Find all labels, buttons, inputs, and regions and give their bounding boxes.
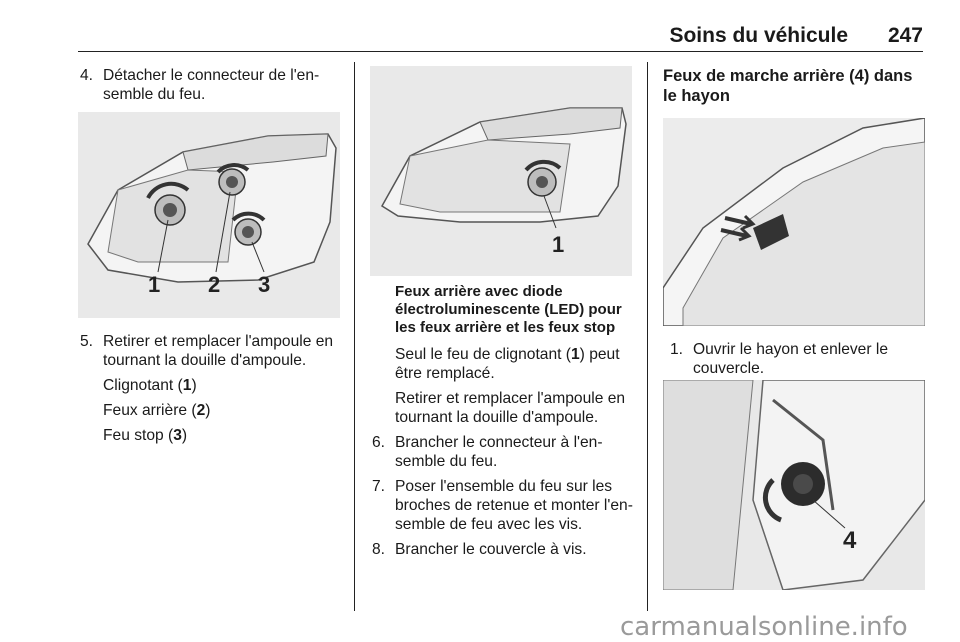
callout-2: 2 <box>208 272 221 297</box>
led-lamp-illustration <box>370 66 632 276</box>
watermark: carmanualsonline.info <box>620 612 908 642</box>
section-title: Soins du véhicule <box>669 24 848 47</box>
callout-4: 4 <box>843 527 857 554</box>
rear-lamp-illustration <box>78 112 340 318</box>
step-text: Retirer et remplacer l'ampoule en tournant la douille d'ampoule. <box>103 333 334 369</box>
led-subheading: Feux arrière avec diode électroluminescente (LED) pour les feux arrière et les feux stop <box>395 283 622 336</box>
step-text: Poser l'ensemble du feu sur les broches de retenue et monter l'en-semble de feu avec les vis. <box>395 478 633 533</box>
column-2 <box>372 283 634 565</box>
reverse-bulb-illustration <box>663 380 925 590</box>
column-1 <box>80 66 342 110</box>
figure-led-lamp <box>370 66 632 276</box>
step-number: 8. <box>372 541 386 558</box>
page-number: 247 <box>887 24 923 47</box>
column-3 <box>663 66 925 106</box>
step-number: 4. <box>80 67 94 84</box>
header-rule <box>78 51 923 52</box>
bulb-indicator: Clignotant (1) <box>103 377 197 394</box>
step-text: Brancher le connecteur à l'en-semble du feu. <box>395 434 603 470</box>
column-divider-right <box>647 62 648 611</box>
bulb-stop: Feu stop (3) <box>103 427 188 444</box>
replace-note: Retirer et remplacer l'ampoule en tournant la douille d'ampoule. <box>395 390 626 426</box>
bulb-tail: Feux arrière (2) <box>103 402 211 419</box>
step-1 <box>670 340 926 378</box>
step-text: Brancher le couvercle à vis. <box>395 541 587 558</box>
step-7 <box>372 477 634 534</box>
step-6 <box>372 433 634 471</box>
step-number: 1. <box>670 341 684 358</box>
step-number: 6. <box>372 434 386 451</box>
page-header <box>0 0 960 52</box>
column-divider-left <box>354 62 355 611</box>
only-indicator-note: Seul le feu de clignotant (1) peut être remplacé. <box>395 346 620 382</box>
step-5 <box>80 332 342 370</box>
figure-rear-lamp-bulbs <box>78 112 340 318</box>
callout-1: 1 <box>552 232 565 257</box>
column-1-lower <box>80 332 342 451</box>
step-text: Détacher le connecteur de l'en-semble du feu. <box>103 67 320 103</box>
step-4 <box>80 66 342 104</box>
reverse-lamp-heading: Feux de marche arrière (4) dans le hayon <box>663 67 913 105</box>
tailgate-illustration <box>663 118 925 326</box>
callout-1: 1 <box>148 272 161 297</box>
step-8 <box>372 540 634 559</box>
step-number: 5. <box>80 333 94 350</box>
figure-tailgate-cover <box>663 118 925 326</box>
figure-reverse-bulb <box>663 380 925 590</box>
column-3-lower <box>670 340 926 384</box>
step-text: Ouvrir le hayon et enlever le couvercle. <box>693 341 889 377</box>
callout-3: 3 <box>258 272 271 297</box>
step-number: 7. <box>372 478 386 495</box>
